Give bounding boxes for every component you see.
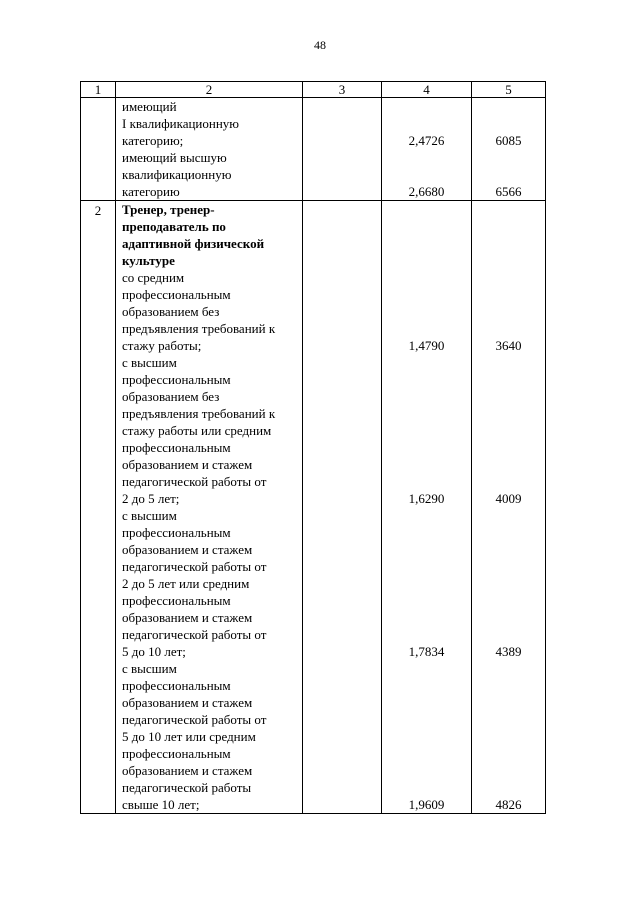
coefficient-cell — [382, 98, 472, 201]
coefficient-value: 2,4726 — [408, 133, 445, 148]
coefficient-value — [382, 149, 471, 166]
salary-value — [472, 115, 545, 132]
coefficient-value — [382, 609, 471, 626]
coefficient-value — [382, 115, 471, 132]
coefficient-value — [382, 558, 471, 575]
coefficient-value: 1,7834 — [408, 644, 445, 659]
description-line: 2 до 5 лет или средним — [122, 576, 250, 591]
salary-value — [472, 745, 545, 762]
description-line: I квалификационную — [122, 116, 239, 131]
column-header: 2 — [116, 82, 303, 98]
description-line: с высшим — [122, 508, 177, 523]
row-number — [81, 98, 115, 100]
salary-value: 6566 — [495, 184, 522, 199]
salary-value — [472, 575, 545, 592]
salary-value: 4826 — [495, 797, 522, 812]
coefficient-value — [382, 218, 471, 235]
description-line: педагогической работы от — [122, 559, 267, 574]
coefficient-value — [382, 728, 471, 745]
coefficient-value: 2,6680 — [408, 184, 445, 199]
coefficient-value — [382, 711, 471, 728]
salary-value — [472, 558, 545, 575]
description-line: педагогической работы от — [122, 474, 267, 489]
description-line: профессиональным — [122, 372, 231, 387]
salary-value — [472, 677, 545, 694]
table-row — [81, 98, 546, 201]
description-line: образованием без — [122, 304, 220, 319]
row-number-cell — [81, 98, 116, 201]
salary-value — [472, 218, 545, 235]
description-line: образованием и стажем — [122, 763, 253, 778]
salary-value — [472, 439, 545, 456]
coefficient-value — [382, 779, 471, 796]
salary-value — [472, 609, 545, 626]
coefficient-value — [382, 166, 471, 183]
salary-cell — [472, 201, 546, 814]
position-description-cell — [116, 98, 303, 201]
description-line: профессиональным — [122, 525, 231, 540]
salary-value — [472, 524, 545, 541]
coefficient-value — [382, 507, 471, 524]
salary-value — [472, 320, 545, 337]
coefficient-value — [382, 354, 471, 371]
coefficient-value — [382, 235, 471, 252]
coefficient-value — [382, 388, 471, 405]
coefficient-value — [382, 745, 471, 762]
salary-value — [472, 779, 545, 796]
description-line: с высшим — [122, 355, 177, 370]
coefficient-value — [382, 677, 471, 694]
column-header: 4 — [382, 82, 472, 98]
coefficient-value: 1,4790 — [408, 338, 445, 353]
position-description-cell — [116, 201, 303, 814]
salary-value — [472, 354, 545, 371]
salary-value — [472, 405, 545, 422]
column-header: 1 — [81, 82, 116, 98]
salary-value — [472, 592, 545, 609]
description-line: свыше 10 лет; — [122, 797, 200, 812]
table-header-row — [81, 82, 546, 98]
salary-value — [472, 711, 545, 728]
salary-value — [472, 541, 545, 558]
salary-value — [472, 269, 545, 286]
coefficient-value — [382, 371, 471, 388]
salary-value — [472, 303, 545, 320]
coefficient-value — [382, 660, 471, 677]
salary-value — [472, 422, 545, 439]
coefficient-value — [382, 524, 471, 541]
salary-value — [472, 252, 545, 269]
description-line: квалификационную — [122, 167, 232, 182]
description-line: стажу работы или средним — [122, 423, 272, 438]
description-line: образованием и стажем — [122, 695, 253, 710]
salary-value — [472, 473, 545, 490]
row-number-cell — [81, 201, 116, 814]
description-line: образованием и стажем — [122, 457, 253, 472]
description-line: образованием и стажем — [122, 610, 253, 625]
description-line: педагогической работы от — [122, 627, 267, 642]
coefficient-value — [382, 694, 471, 711]
description-line: 5 до 10 лет или средним — [122, 729, 256, 744]
description-line: образованием без — [122, 389, 220, 404]
salary-value — [472, 371, 545, 388]
salary-value — [472, 660, 545, 677]
salary-value: 4389 — [495, 644, 522, 659]
salary-value — [472, 201, 545, 218]
salary-value — [472, 235, 545, 252]
coefficient-value — [382, 439, 471, 456]
coefficient-value — [382, 286, 471, 303]
description-line: Тренер, тренер- — [122, 202, 215, 217]
salary-value — [472, 762, 545, 779]
column-header: 5 — [472, 82, 546, 98]
salary-value — [472, 507, 545, 524]
description-line: 2 до 5 лет; — [122, 491, 180, 506]
salary-value: 6085 — [495, 133, 522, 148]
salary-cell — [472, 98, 546, 201]
empty-cell — [303, 201, 382, 814]
description-line: имеющий высшую — [122, 150, 227, 165]
description-line: адаптивной физической — [122, 236, 265, 251]
description-line: педагогической работы — [122, 780, 252, 795]
description-line: культуре — [122, 253, 175, 268]
description-line: профессиональным — [122, 593, 231, 608]
description-line: категорию — [122, 184, 180, 199]
description-line: профессиональным — [122, 678, 231, 693]
coefficient-value — [382, 405, 471, 422]
column-header: 3 — [303, 82, 382, 98]
description-line: профессиональным — [122, 287, 231, 302]
description-line: образованием и стажем — [122, 542, 253, 557]
description-line: предъявления требований к — [122, 406, 276, 421]
salary-value: 4009 — [495, 491, 522, 506]
coefficient-value — [382, 592, 471, 609]
salary-value — [472, 728, 545, 745]
description-line: преподаватель по — [122, 219, 226, 234]
description-line: профессиональным — [122, 440, 231, 455]
salary-value — [472, 694, 545, 711]
coefficient-cell — [382, 201, 472, 814]
description-line: имеющий — [122, 99, 177, 114]
salary-value — [472, 286, 545, 303]
coefficient-value: 1,9609 — [408, 797, 445, 812]
description-line: предъявления требований к — [122, 321, 276, 336]
coefficient-value — [382, 303, 471, 320]
coefficient-value — [382, 98, 471, 115]
row-number: 2 — [94, 203, 102, 218]
description-line: с высшим — [122, 661, 177, 676]
coefficient-value — [382, 320, 471, 337]
coefficient-value — [382, 575, 471, 592]
salary-value — [472, 149, 545, 166]
coefficient-value — [382, 456, 471, 473]
table-row — [81, 201, 546, 814]
coefficient-value: 1,6290 — [408, 491, 445, 506]
coefficient-value — [382, 422, 471, 439]
coefficient-value — [382, 541, 471, 558]
description-line: 5 до 10 лет; — [122, 644, 186, 659]
salary-value — [472, 626, 545, 643]
page-number: 48 — [314, 38, 326, 52]
salary-value — [472, 98, 545, 115]
coefficient-value — [382, 762, 471, 779]
coefficient-value — [382, 201, 471, 218]
coefficient-value — [382, 626, 471, 643]
salary-value — [472, 388, 545, 405]
description-line: категорию; — [122, 133, 184, 148]
salary-table — [80, 81, 546, 814]
description-line: педагогической работы от — [122, 712, 267, 727]
coefficient-value — [382, 473, 471, 490]
description-line: профессиональным — [122, 746, 231, 761]
salary-value — [472, 166, 545, 183]
coefficient-value — [382, 269, 471, 286]
coefficient-value — [382, 252, 471, 269]
salary-value — [472, 456, 545, 473]
description-line: стажу работы; — [122, 338, 202, 353]
description-line: со средним — [122, 270, 185, 285]
salary-value: 3640 — [495, 338, 522, 353]
empty-cell — [303, 98, 382, 201]
